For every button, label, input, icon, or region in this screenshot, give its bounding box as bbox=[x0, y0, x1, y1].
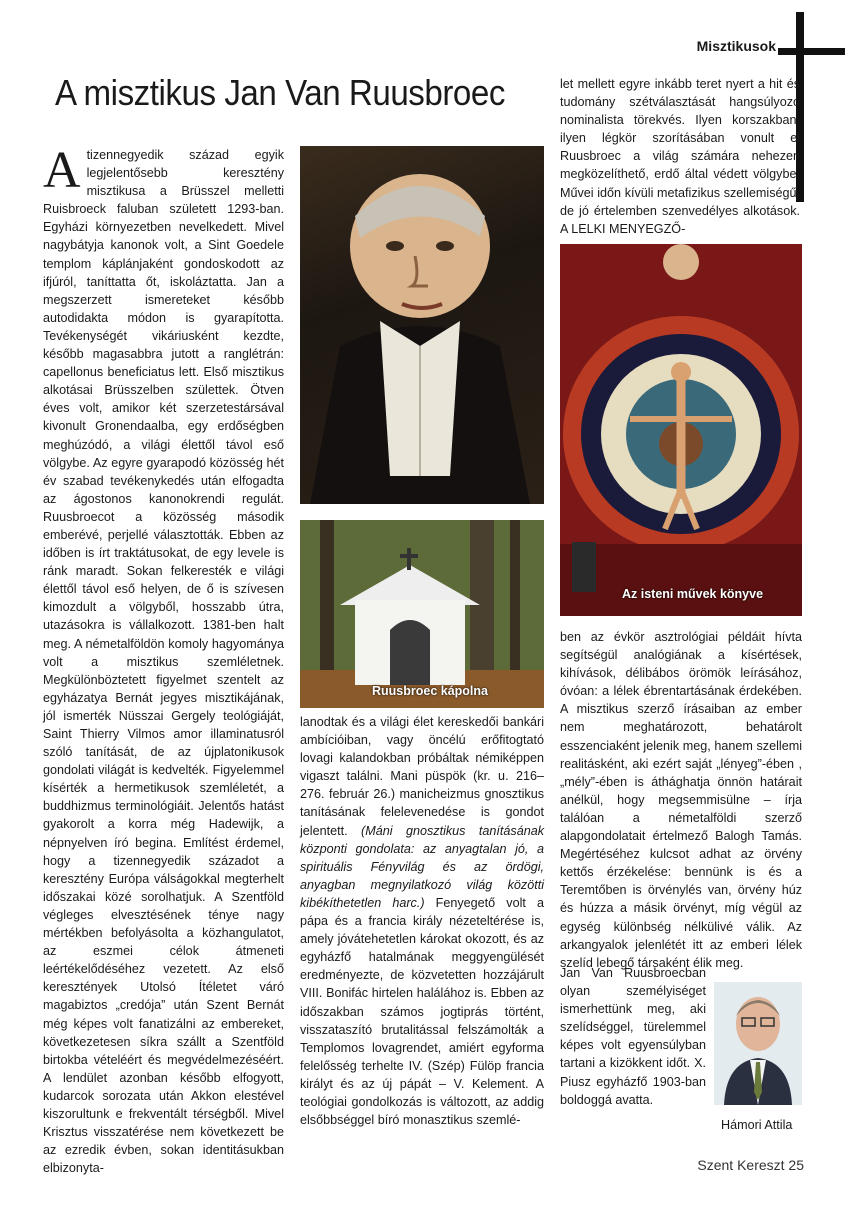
article-title: A misztikus Jan Van Ruusbroec bbox=[55, 72, 505, 113]
article-column-3-bottom bbox=[560, 628, 802, 972]
author-illustration bbox=[714, 982, 802, 1105]
cosmos-image bbox=[560, 244, 802, 616]
article-column-2 bbox=[300, 713, 544, 1129]
article-column-3-wrap bbox=[560, 964, 706, 1109]
chapel-caption: Ruusbroec kápolna bbox=[372, 684, 488, 698]
column-3-wrap-text: Jan Van Ruusbroecban olyan személyiséget ismerhettünk meg, aki szelídséggel, türelemmel képes volt egyensúlyban tartani a kizökkent időt. X. Piusz egyházfő 1903-ban boldoggá avatta. bbox=[560, 966, 706, 1107]
column-2-italic: (Máni gnosztikus tanításának központi gondolata: az anyagtalan jó, a spirituális Fényvilág és az ördögi, anyagban megnyilatkozó világ közötti kibékíthetetlen harc.) bbox=[300, 823, 545, 910]
author-photo bbox=[714, 982, 802, 1105]
cosmos-caption: Az isteni művek könyve bbox=[622, 587, 764, 601]
drop-cap: A bbox=[43, 142, 81, 199]
column-1-text: tizennegyedik század egyik legjelentősebb keresztény misztikusa a Brüsszel melletti Ruisbroeck faluban született 1293-ban. Egyházi környezetben nevelkedett. Mivel nagybátyja kanonok volt, a Sint Goedele templom káplánjaként gondoskodott az ifjúról, taníttatta őt, iskoláztatta. Jan a megszerzett ismereteket később autodidakta módon is gyarapította. Tevékenységét vikáriusként kezdte, később magasabbra jutott a ranglétrán: capellonus beneficiatus lett. Első misztikus alkotásai Brüsszelben születtek. Ötven éves volt, amikor két szerzetestársával kivonult Gronendaalba, egy erdőségben meghúzódó, a világi élettől távol eső völgybe. Az egyre gyarapodó közösség hét év szabad tevékenykedés után elfogadta az ágostonos kanonokrendi regulát. Ruusbroecot a közösség második emberévé, perjellé választották. Ebben az időben is írt traktátusokat, de egy levele is ránk maradt. Sokan felkeresték e világi élettől távol eső helyen, de ő is szívesen kimozdult a völgyből, hosszabb útra, utazásokra is vállalkozott. 1381-ben halt meg. A németalföldön komoly hagyománya volt a misztikus szemléletnek. Megkülönböztetett figyelmet szentelt az egyházatya Bernát jegyes misztikájának, jól ismerték Nüsszai Gergely teológiáját, Saint Thierry Vilmos amor illaminatusról szóló tanítását, de az újplatonikusok gondolati világát is kedvelték. Figyelemmel kísérték a hermetikusok szemléletét, a buddhizmus terminológiáit. Jelentős hatást gyakorolt a korra még Hadewijk, a népnyelven író begina. Említést érdemel, hogy a tizennegyedik századot a keresztény Európa válságokkal megterhelt időszakai közé sorolhatjuk. A Szentföld végleges elvesztésének ténye nagy mértékben befolyásolta a közhangulatot, az eszmei célok átmeneti leértékelődéséhez vezetett. Az első keresztények Utolsó Ítéletet váró magabiztos „credója” után Szent Bernát még képes volt fanatizálni az embereket, következetesen síkra szállt a Szentföld birtokba vételéért és megvédelmezéséért. A lendület azonban később elfogyott, kudarcok sorozata után Akkon elestével kiszorultunk e frekventált térségből. Mivel Krisztus visszatérése nem következett be az ezredik évben, sokan identitásukban elbizonyta- bbox=[43, 148, 284, 1176]
column-2-text-a: lanodtak és a világi élet kereskedői bankári ambícióiban, vagy öncélú erőfitogtató lovagi kalandokban próbáltak némiképpen vigaszt találni. Mani püspök (kr. u. 216–276. február 26.) manicheizmus gnosztikus tanításának felelevenedése is gondot jelentett. bbox=[300, 715, 544, 838]
article-column-3-top bbox=[560, 75, 800, 238]
portrait-image bbox=[300, 146, 544, 504]
author-name: Hámori Attila bbox=[721, 1118, 793, 1132]
column-2-text-b: Fenyegető volt a pápa és a francia király nézeteltérése is, amely jóvátehetetlen károkat okozott, és az egyházfő hatalmának meggyengülését eredményezte, de közvetetten hozzájárult VIII. Bonifác hirtelen halálához is. Ebben az időszakban számos jogtiprás történt, visszataszító brutalitással felszámolták a Templomos lovagrendet, amiért egyforma felelősség terhelte IV. (Szép) Fülöp francia királyt és az új pápát – V. Kelement. A teológiai gondolkozás is változott, az addig elsőbbséggel bíró monasztikus szemlé- bbox=[300, 895, 544, 1128]
column-3-top-text: let mellett egyre inkább teret nyert a hit és tudomány szétválasztását hangsúlyozó nominalista törekvés. Ilyen korszakban, ilyen légkör szorításában vonult el Ruusbroec a világ számára nehezen megközelíthető, erdő által védett völgybe. Művei időn kívüli metafizikus szellemiségű, de jó értelemben szenvedélyes alkotások. A LELKI MENYEGZŐ- bbox=[560, 77, 800, 236]
cross-icon-bar bbox=[778, 48, 845, 55]
column-3-bottom-text: ben az évkör asztrológiai példáit hívta segítségül analógiának a kísértések, kihívások, délibábos örömök leírásához, óvóan: a lélek ébrentartásának érdekében. A misztikus szerző írásaiban az ember nem meghatározott, behatárolt esszenciaként jelenik meg, hanem szellemi realitásként, aki ezért saját „lényeg”-ében , „mély”-ében is áthághatja önnön határait anélkül, hogy megsemmisülne – írja találóan a németalföldi szerző alapgondolatait értelmező Balogh Tamás. Megértéséhez kulcsot adhat az örvény kettős érzékelése: bennünk is és a Teremtőben is örvénylés van, örvény húz és húzza a másik örvényt, míg végül az egység különbség nélkülivé válik. Az arkangyalok jelenlétét itt az emberi lélek szelíd lebegő társaként élik meg. bbox=[560, 630, 802, 970]
portrait-illustration bbox=[300, 146, 544, 504]
article-column-1 bbox=[43, 142, 284, 1177]
chapel-image bbox=[300, 520, 544, 708]
cosmos-illustration bbox=[560, 244, 802, 616]
section-label: Misztikusok bbox=[696, 38, 776, 54]
page-footer: Szent Kereszt 25 bbox=[697, 1157, 804, 1173]
chapel-illustration bbox=[300, 520, 544, 708]
